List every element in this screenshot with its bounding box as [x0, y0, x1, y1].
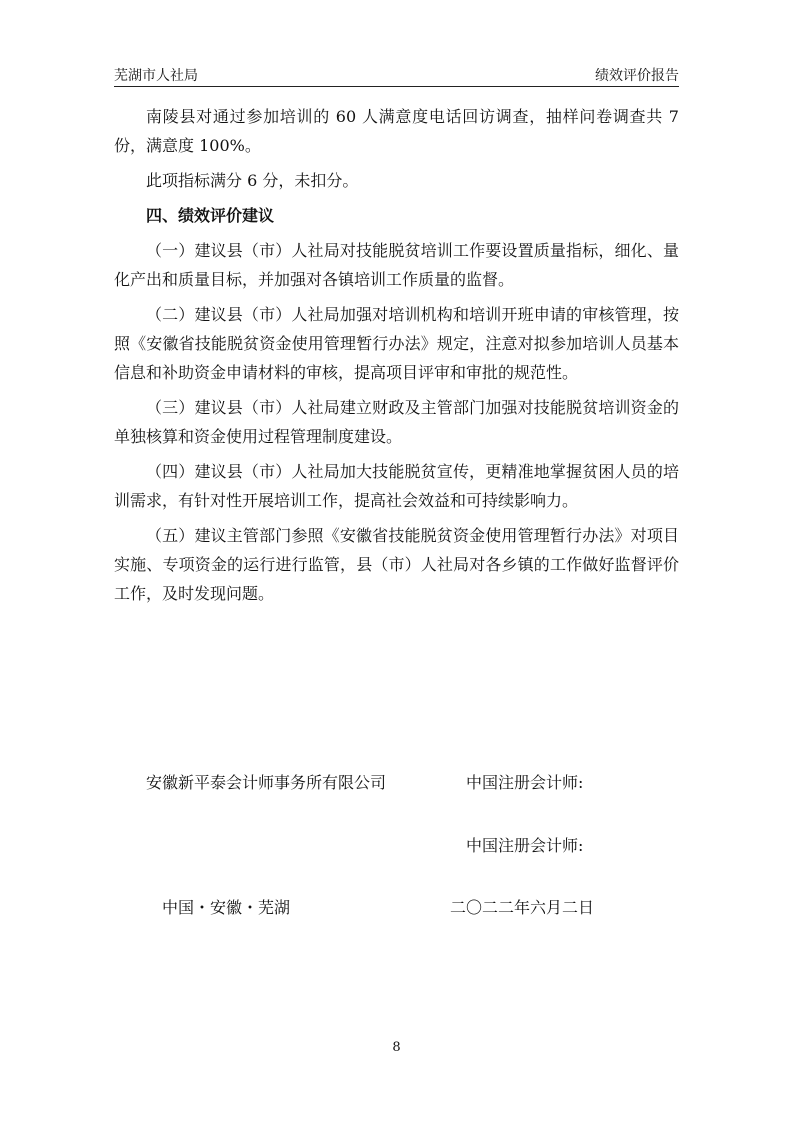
page-number: 8: [392, 1040, 401, 1055]
signature-date: 二〇二二年六月二日: [450, 898, 595, 917]
recommendation-2: （二）建议县（市）人社局加强对培训机构和培训开班申请的审核管理，按照《安徽省技能脱贫资金使用管理暂行办法》规定，注意对拟参加培训人员基本信息和补助资金申请材料的审核，提高项目评审和审批的规范性。: [114, 305, 679, 382]
signature-cpa-1: 中国注册会计师:: [466, 773, 584, 792]
recommendation-4: （四）建议县（市）人社局加大技能脱贫宣传，更精准地掌握贫困人员的培训需求，有针对性开展培训工作，提高社会效益和可持续影响力。: [114, 462, 679, 510]
report-body: [114, 102, 679, 614]
recommendation-5: （五）建议主管部门参照《安徽省技能脱贫资金使用管理暂行办法》对项目实施、专项资金的运行进行监管，县（市）人社局对各乡镇的工作做好监督评价工作，及时发现问题。: [114, 526, 679, 603]
paragraph-score-note: 此项指标满分 6 分，未扣分。: [146, 171, 359, 190]
signature-firm: 安徽新平泰会计师事务所有限公司: [146, 773, 387, 792]
page-header: [114, 62, 679, 87]
header-org: 芜湖市人社局: [114, 68, 198, 84]
header-report-title: 绩效评价报告: [595, 68, 679, 84]
recommendation-1: （一）建议县（市）人社局对技能脱贫培训工作要设置质量指标，细化、量化产出和质量目标，并加强对各镇培训工作质量的监督。: [114, 241, 679, 289]
signature-location: 中国・安徽・芜湖: [162, 898, 291, 917]
signature-cpa-2: 中国注册会计师:: [466, 836, 584, 855]
section-heading-recommendations: 四、绩效评价建议: [146, 206, 275, 225]
recommendation-3: （三）建议县（市）人社局建立财政及主管部门加强对技能脱贫培训资金的单独核算和资金使用过程管理制度建设。: [114, 398, 679, 446]
paragraph-satisfaction-survey: 南陵县对通过参加培训的 60 人满意度电话回访调查，抽样问卷调查共 7 份，满意度 100%。: [114, 107, 679, 155]
